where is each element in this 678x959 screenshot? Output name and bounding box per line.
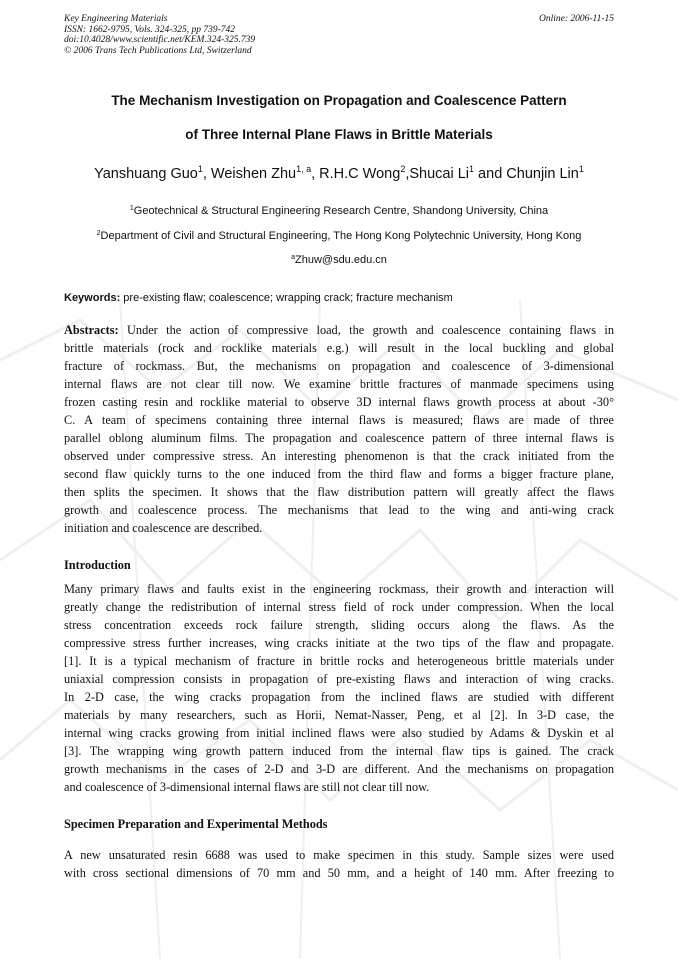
author-name: ,Shucai Li bbox=[405, 166, 470, 182]
section-heading-introduction: Introduction bbox=[64, 558, 131, 572]
body-line: internal wing cracks growing from initial inclined flaws were also studied by Adams & Dyskin et al bbox=[64, 726, 614, 740]
keywords-label: Keywords: bbox=[64, 292, 121, 304]
abstract-line: observed under compressive stress. An interesting phenomenon is that the crack initiated from the bbox=[64, 449, 614, 463]
abstract-line: frozen casting resin and rocklike material to observe 3D internal flaws growth process at about -30° bbox=[64, 395, 614, 409]
body-line: greatly change the redistribution of internal stress field of rock under compression. When the local bbox=[64, 600, 614, 614]
affiliation-1: $^1$Geotechnical & Structural Engineering Research Centre, Shandong University, China bbox=[129, 205, 549, 217]
keywords-text: pre-existing flaw; coalescence; wrapping crack; fracture mechanism bbox=[120, 292, 453, 304]
copyright-line: © 2006 Trans Tech Publications Ltd, Switzerland bbox=[64, 45, 252, 56]
body-line: uniaxial compression consists in propagation of pre-existing flaws and interaction of wing cracks. bbox=[64, 672, 614, 686]
affiliation-2: $^2$Department of Civil and Structural Engineering, The Hong Kong Polytechnic University, Hong Kong bbox=[96, 230, 582, 242]
body-line: with cross sectional dimensions of 70 mm and 50 mm, and a height of 140 mm. After freezing to bbox=[64, 866, 614, 880]
body-line: In 2-D case, the wing cracks propagation from the inclined flaws are studied with different bbox=[64, 690, 614, 704]
author-affiliation-mark: 1, a bbox=[296, 164, 312, 174]
author-name: Yanshuang Guo bbox=[94, 166, 198, 182]
abstract-line: internal flaws are not clear till now. We examine brittle fractures of manmade specimens using bbox=[64, 377, 614, 391]
contact-email: $^a$Zhuw@sdu.edu.cn bbox=[291, 254, 387, 266]
body-line: Many primary flaws and faults exist in the engineering rockmass, their growth and interaction will bbox=[64, 582, 614, 596]
abstract-line: then splits the specimen. It shows that the flaw distribution pattern will greatly affect the flaws bbox=[64, 485, 614, 499]
author-affiliation-mark: 1 bbox=[197, 164, 203, 174]
body-line: stress concentration exceeds rock failure strength, sliding occurs along the flaws. As the bbox=[64, 618, 614, 632]
section-heading-specimen: Specimen Preparation and Experimental Methods bbox=[64, 817, 328, 831]
abstract-line: second flaw quickly turns to the one induced from the third flaw and forms a bigger fracture plane, bbox=[64, 467, 614, 481]
issn-line: ISSN: 1662-9795, Vols. 324-325, pp 739-742 bbox=[64, 24, 235, 35]
abstract-label: Abstracts: bbox=[64, 323, 119, 337]
body-line: growth mechanisms in the cases of 2-D and 3-D are different. And the mechanisms on propagation bbox=[64, 762, 614, 776]
author-affiliation-mark: 2 bbox=[400, 164, 406, 174]
abstract-line: initiation and coalescence are described. bbox=[64, 521, 263, 535]
abstract-line: C. A team of specimens containing three internal flaws is measured; flaws are made of three bbox=[64, 413, 614, 427]
author-name: and Chunjin Lin bbox=[474, 166, 579, 182]
body-line: A new unsaturated resin 6688 was used to make specimen in this study. Sample sizes were used bbox=[64, 848, 614, 862]
abstract-line: fracture of rockmass. But, the mechanisms on propagation and coalescence of 3-dimensional bbox=[64, 359, 614, 373]
keywords bbox=[64, 291, 624, 305]
body-line: [1]. It is a typical mechanism of fracture in brittle rocks and heterogeneous brittle materials under bbox=[64, 654, 614, 668]
author-name: , Weishen Zhu bbox=[202, 166, 297, 182]
author-list bbox=[20, 164, 658, 184]
abstract-line: parallel oblong aluminum films. The propagation and coalescence pattern of three internal flaws is bbox=[64, 431, 614, 445]
online-date: Online: 2006-11-15 bbox=[538, 14, 614, 24]
author-affiliation-mark: 1 bbox=[578, 164, 584, 174]
body-line: [3]. The wrapping wing growth pattern induced from the internal flaw tips is gained. The crack bbox=[64, 744, 614, 758]
author-affiliation-mark: 1 bbox=[469, 164, 475, 174]
paper-title-line-1: The Mechanism Investigation on Propagation and Coalescence Pattern bbox=[111, 93, 567, 108]
abstract-line: brittle materials (rock and rocklike materials e.g.) will result in the local buckling and global bbox=[64, 341, 614, 355]
doi-line: doi:10.4028/www.scientific.net/KEM.324-325.739 bbox=[64, 35, 256, 46]
journal-name: Key Engineering Materials bbox=[64, 14, 168, 24]
body-line: compressive stress further increases, wing cracks initiate at the two tips of the flaw and propagate. bbox=[64, 636, 614, 650]
abstract-line: growth and coalescence process. The mechanisms that lead to the wing and anti-wing crack bbox=[64, 503, 614, 517]
body-line: and coalescence of 3-dimensional internal flaws are still not clear till now. bbox=[64, 780, 430, 794]
body-line: materials by many researchers, such as Horii, Nemat-Nasser, Peng, et al [2]. In 3-D case, the bbox=[64, 708, 614, 722]
abstract-line: Abstracts: Under the action of compressive load, the growth and coalescence containing flaws in bbox=[64, 323, 614, 337]
journal-header bbox=[64, 14, 255, 56]
paper-title-line-2: of Three Internal Plane Flaws in Brittle Materials bbox=[185, 127, 493, 142]
author-name: , R.H.C Wong bbox=[311, 166, 401, 182]
